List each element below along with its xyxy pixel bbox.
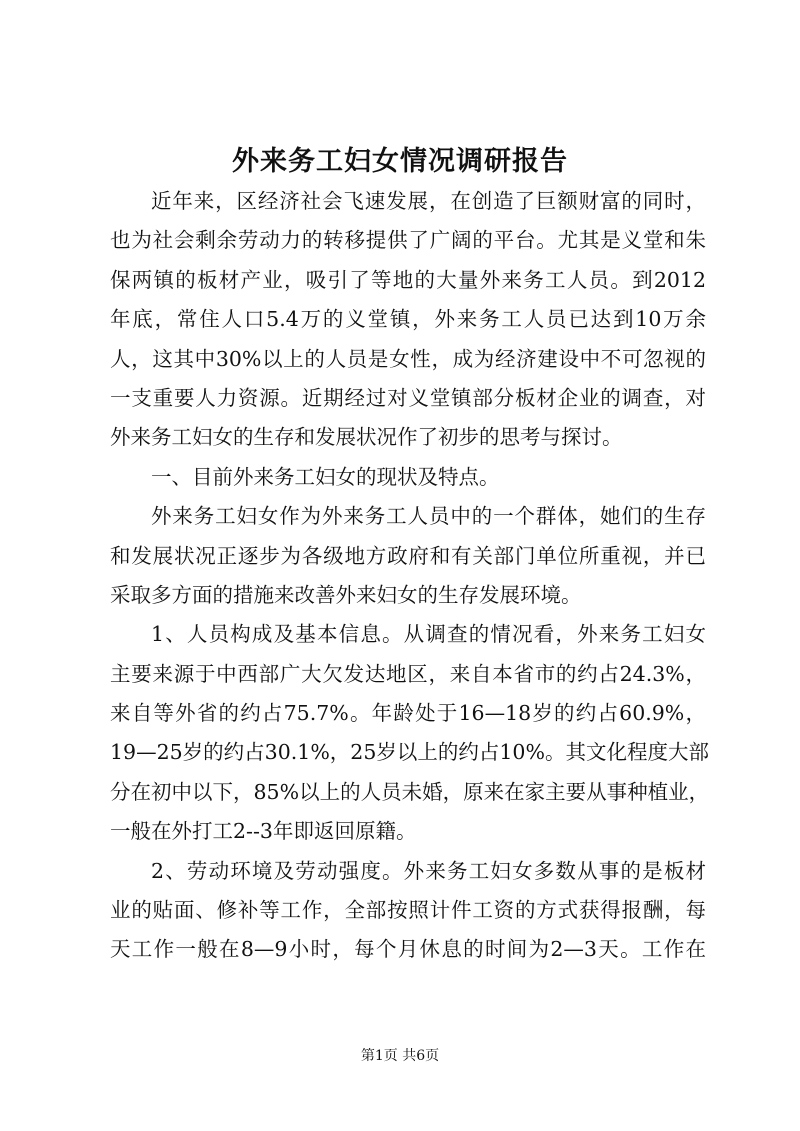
- text-line: 外来务工妇女作为外来务工人员中的一个群体，她们的生存: [151, 504, 706, 529]
- text-line: 一、目前外来务工妇女的现状及特点。: [151, 464, 500, 489]
- text-line: 采取多方面的措施来改善外来妇女的生存发展环境。: [110, 582, 582, 607]
- text-line: 1、人员构成及基本信息。从调查的情况看，外来务工妇女: [151, 622, 706, 647]
- text-line: 近年来，区经济社会飞速发展，在创造了巨额财富的同时，: [151, 189, 706, 213]
- text-line: 来自等外省的约占75.7%。年龄处于16—18岁的约占60.9%，: [110, 701, 706, 726]
- text-line: 人，这其中30%以上的人员是女性，成为经济建设中不可忽视的: [110, 346, 706, 371]
- text-line: 2、劳动环境及劳动强度。外来务工妇女多数从事的是板材: [151, 858, 706, 883]
- text-line: 年底，常住人口5.4万的义堂镇，外来务工人员已达到10万余: [110, 307, 706, 332]
- section-heading: [110, 458, 706, 497]
- text-line: 保两镇的板材产业，吸引了等地的大量外来务工人员。到2012: [110, 267, 706, 292]
- text-line: 一支重要人力资源。近期经过对义堂镇部分板材企业的调查，对: [110, 385, 706, 410]
- paragraph-group: [110, 497, 706, 615]
- text-line: 和发展状况正逐步为各级地方政府和有关部门单位所重视，并已: [110, 543, 706, 568]
- text-line: 业的贴面、修补等工作，全部按照计件工资的方式获得报酬，每: [110, 898, 706, 923]
- paragraph-composition: [110, 615, 710, 851]
- text-line: 主要来源于中西部广大欠发达地区，来自本省市的约占24.3%，: [110, 661, 706, 686]
- text-line: 外来务工妇女的生存和发展状况作了初步的思考与探讨。: [110, 425, 623, 450]
- text-line: 天工作一般在8—9小时，每个月休息的时间为2—3天。工作在: [110, 937, 706, 962]
- paragraph-intro: [110, 182, 706, 458]
- page-footer: 第1页 共6页: [360, 1048, 440, 1064]
- document-body: [110, 182, 710, 970]
- text-line: 分在初中以下，85%以上的人员未婚，原来在家主要从事种植业，: [110, 779, 710, 804]
- page-title: 外来务工妇女情况调研报告: [232, 146, 568, 177]
- text-line: 也为社会剩余劳动力的转移提供了广阔的平台。尤其是义堂和朱: [110, 228, 706, 253]
- text-line: 19—25岁的约占30.1%，25岁以上的约占10%。其文化程度大部: [110, 740, 709, 765]
- text-line: 一般在外打工2--3年即返回原籍。: [110, 819, 417, 844]
- paragraph-work-environment: [110, 852, 706, 970]
